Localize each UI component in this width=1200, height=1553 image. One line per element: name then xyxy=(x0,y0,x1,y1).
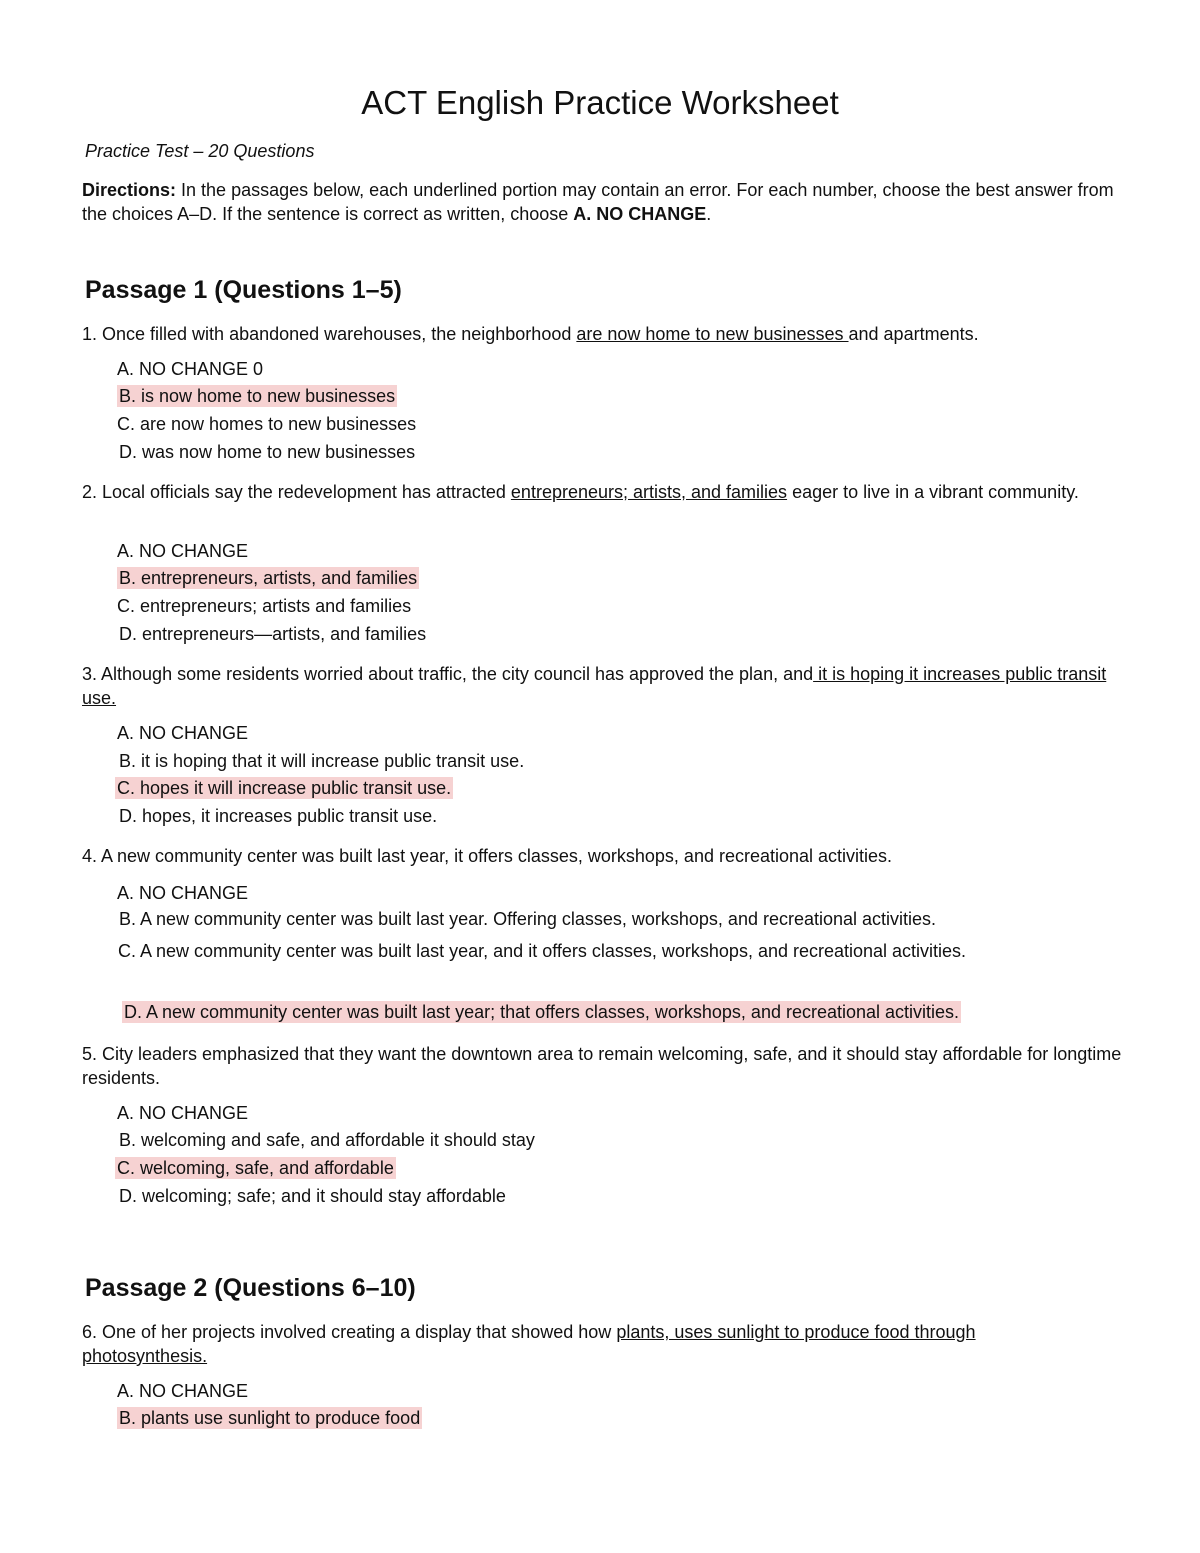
q4-option-a: A. NO CHANGE xyxy=(117,883,249,903)
q3-option-a: A. NO CHANGE xyxy=(117,723,249,743)
question-2-underlined: entrepreneurs; artists, and families xyxy=(510,482,788,502)
q4-option-b: B. A new community center was built last year. Offering classes, workshops, and recreational activities. xyxy=(119,909,937,929)
question-3-text: 3. Although some residents worried about traffic, the city council has approved the plan, and xyxy=(82,664,814,684)
passage-2-heading: Passage 2 (Questions 6–10) xyxy=(85,1274,416,1302)
q1-option-d: D. was now home to new businesses xyxy=(119,442,416,462)
q2-option-d: D. entrepreneurs—artists, and families xyxy=(119,624,427,644)
question-1-text-end: and apartments. xyxy=(848,324,979,344)
q5-option-a: A. NO CHANGE xyxy=(117,1103,249,1123)
passage-1-heading: Passage 1 (Questions 1–5) xyxy=(85,276,402,304)
question-3-underlined: it is hoping it increases public transit use. xyxy=(82,664,1107,708)
question-1-underlined: are now home to new businesses xyxy=(576,324,849,344)
q5-option-c: C. welcoming, safe, and affordable xyxy=(117,1158,394,1178)
q2-option-a: A. NO CHANGE xyxy=(117,541,249,561)
worksheet-subtitle: Practice Test – 20 Questions xyxy=(85,141,315,161)
q4-option-d: D. A new community center was built last year; that offers classes, workshops, and recreational activities. xyxy=(124,1002,960,1022)
question-4: 4. A new community center was built last year, it offers classes, workshops, and recreational activities. xyxy=(82,846,893,866)
q6-option-b: B. plants use sunlight to produce food xyxy=(119,1408,421,1428)
question-1 xyxy=(82,322,1112,346)
directions-answer: A. NO CHANGE xyxy=(573,204,707,224)
q2-option-b: B. entrepreneurs, artists, and families xyxy=(119,568,418,588)
q3-option-c: C. hopes it will increase public transit use. xyxy=(117,778,452,798)
worksheet-title: ACT English Practice Worksheet xyxy=(361,84,839,121)
question-1-text: 1. Once filled with abandoned warehouses, the neighborhood xyxy=(82,324,577,344)
q4-option-c: C. A new community center was built last year, and it offers classes, workshops, and recreational activities. xyxy=(118,941,967,961)
q5-option-b: B. welcoming and safe, and affordable it should stay xyxy=(119,1130,535,1150)
q3-option-b: B. it is hoping that it will increase public transit use. xyxy=(119,751,525,771)
directions-text: In the passages below, each underlined portion may contain an error. For each number, choose the best answer from the choices A–D. If the sentence is correct as written, choose xyxy=(82,180,1114,224)
question-6 xyxy=(82,1320,1002,1368)
q2-option-c: C. entrepreneurs; artists and families xyxy=(117,596,412,616)
question-2-text: 2. Local officials say the redevelopment has attracted xyxy=(82,482,511,502)
q1-option-c: C. are now homes to new businesses xyxy=(117,414,417,434)
question-2 xyxy=(82,480,1112,504)
question-3 xyxy=(82,662,1112,710)
directions-label: Directions: xyxy=(82,180,177,200)
q1-option-a: A. NO CHANGE 0 xyxy=(117,359,264,379)
q3-option-d: D. hopes, it increases public transit use. xyxy=(119,806,438,826)
question-6-underlined: plants, uses sunlight to produce food through photosynthesis. xyxy=(82,1322,976,1366)
directions-end: . xyxy=(706,204,712,224)
q5-option-d: D. welcoming; safe; and it should stay affordable xyxy=(119,1186,506,1206)
q6-option-a: A. NO CHANGE xyxy=(117,1381,249,1401)
question-5: 5. City leaders emphasized that they want the downtown area to remain welcoming, safe, and it should stay affordable for longtime residents. xyxy=(82,1044,1122,1088)
question-6-text: 6. One of her projects involved creating a display that showed how xyxy=(82,1322,617,1342)
directions xyxy=(82,178,1122,226)
q1-option-b: B. is now home to new businesses xyxy=(119,386,396,406)
question-2-text-end: eager to live in a vibrant community. xyxy=(787,482,1079,502)
